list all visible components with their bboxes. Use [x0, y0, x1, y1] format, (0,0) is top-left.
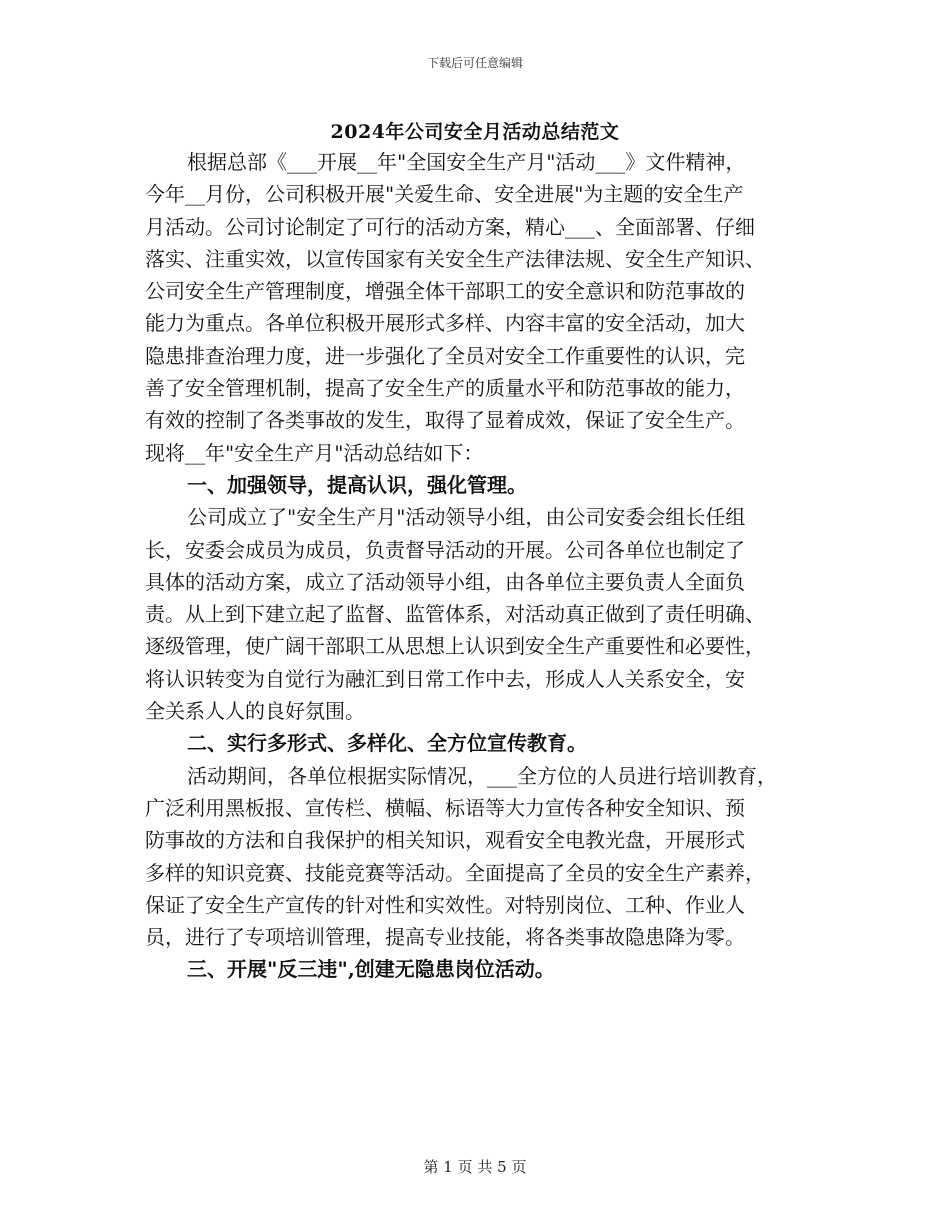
paragraph-line: 保证了安全生产宣传的针对性和实效性。对特别岗位、工种、作业人 [145, 892, 745, 917]
paragraph-line: 责。从上到下建立起了监督、监管体系，对活动真正做到了责任明确、 [145, 602, 765, 627]
paragraph-line: 员，进行了专项培训管理，提高专业技能，将各类事故隐患降为零。 [145, 925, 745, 950]
paragraph-line: 根据总部《___开展__年"全国安全生产月"活动___》文件精神， [187, 150, 746, 174]
paragraph-line: 多样的知识竞赛、技能竞赛等活动。全面提高了全员的安全生产素养， [145, 860, 765, 885]
paragraph-line: 月活动。公司讨论制定了可行的活动方案，精心___、全面部署、仔细 [145, 214, 755, 239]
paragraph-line: 逐级管理，使广阔干部职工从思想上认识到安全生产重要性和必要性， [145, 634, 765, 659]
paragraph-line: 活动期间，各单位根据实际情况，___全方位的人员进行培训教育， [187, 763, 777, 788]
paragraph-line: 善了安全管理机制，提高了安全生产的质量水平和防范事故的能力， [145, 376, 745, 401]
page-footer: 第 1 页 共 5 页 [423, 1158, 527, 1176]
paragraph-line: 现将__年"安全生产月"活动总结如下： [145, 440, 484, 465]
paragraph-line: 能力为重点。各单位积极开展形式多样、内容丰富的安全活动，加大 [145, 311, 745, 336]
paragraph-line: 落实、注重实效，以宣传国家有关安全生产法律法规、安全生产知识、 [145, 246, 765, 271]
paragraph-line: 今年__月份，公司积极开展"关爱生命、安全进展"为主题的安全生产 [145, 182, 744, 207]
paragraph-line: 隐患排查治理力度，进一步强化了全员对安全工作重要性的认识，完 [145, 343, 745, 368]
paragraph-line: 具体的活动方案，成立了活动领导小组，由各单位主要负责人全面负 [145, 569, 745, 594]
document-body [145, 146, 825, 986]
paragraph-line: 公司成立了"安全生产月"活动领导小组，由公司安委会组长任组 [187, 505, 746, 530]
paragraph-line: 公司安全生产管理制度，增强全体干部职工的安全意识和防范事故的 [145, 279, 745, 304]
section-heading: 三、开展"反三违",创建无隐患岗位活动。 [187, 957, 555, 982]
section-heading: 一、加强领导，提高认识，强化管理。 [187, 472, 527, 497]
paragraph-line: 防事故的方法和自我保护的相关知识，观看安全电教光盘，开展形式 [145, 828, 745, 853]
section-heading: 二、实行多形式、多样化、全方位宣传教育。 [187, 731, 587, 756]
paragraph-line: 将认识转变为自觉行为融汇到日常工作中去，形成人人关系安全，安 [145, 666, 745, 691]
paragraph-line: 有效的控制了各类事故的发生，取得了显着成效，保证了安全生产。 [145, 408, 745, 433]
paragraph-line: 广泛利用黑板报、宣传栏、横幅、标语等大力宣传各种安全知识、预 [145, 795, 745, 820]
header-note: 下载后可任意编辑 [426, 56, 523, 70]
paragraph-line: 长，安委会成员为成员，负责督导活动的开展。公司各单位也制定了 [145, 537, 745, 562]
document-title: 2024年公司安全月活动总结范文 [330, 121, 620, 143]
paragraph-line: 全关系人人的良好氛围。 [145, 699, 365, 724]
